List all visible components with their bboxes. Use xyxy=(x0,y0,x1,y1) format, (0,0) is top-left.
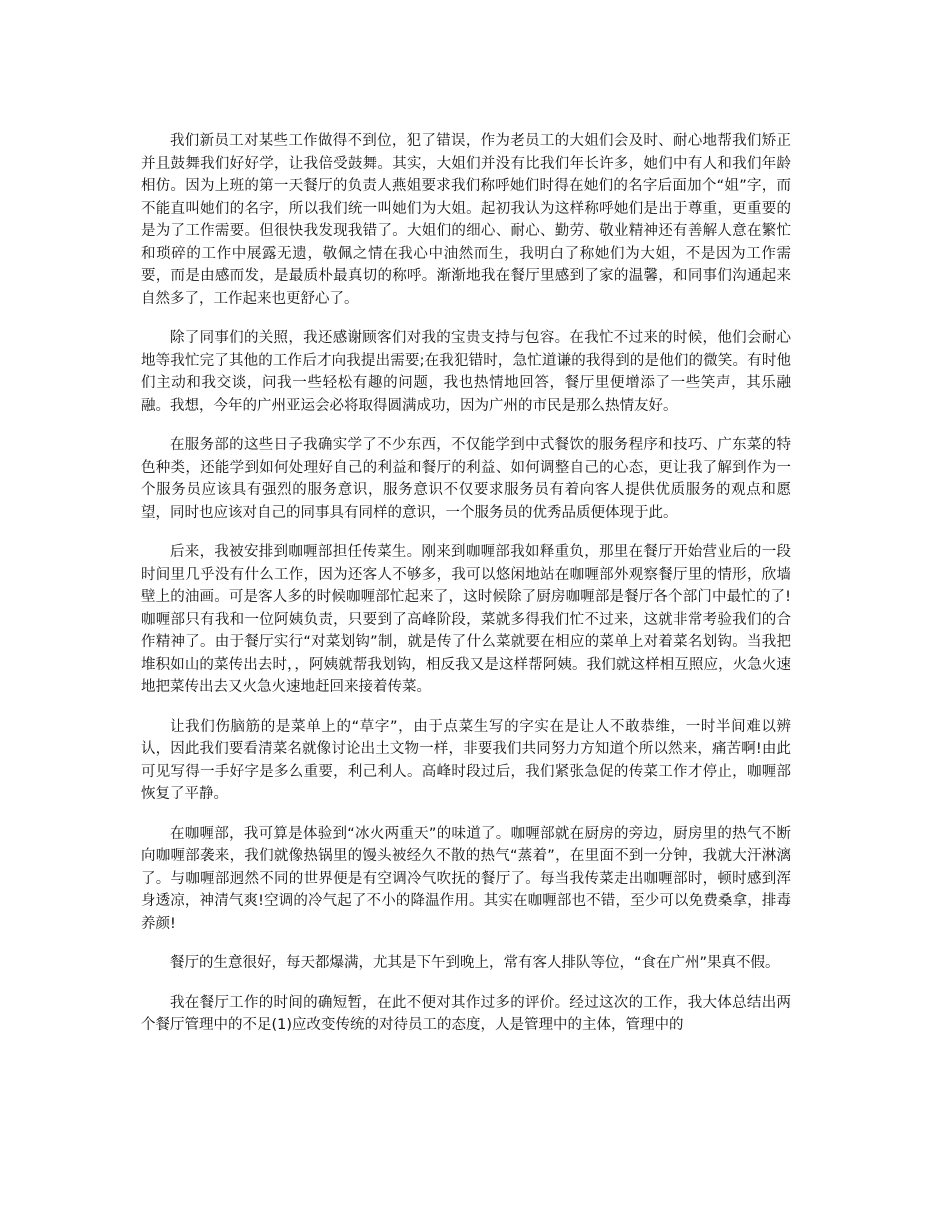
paragraph-3: 在服务部的这些日子我确实学了不少东西，不仅能学到中式餐饮的服务程序和技巧、广东菜的特色种类，还能学到如何处理好自己的利益和餐厅的利益、如何调整自己的心态，更让我了解到作为一个服务员应该具有强烈的服务意识，服务意识不仅要求服务员有着向客人提供优质服务的观点和愿望，同时也应该对自己的同事具有同样的意识，一个服务员的优秀品质便体现于此。 xyxy=(141,437,791,521)
paragraph-8: 我在餐厅工作的时间的确短暂，在此不便对其作过多的评价。经过这次的工作，我大体总结出两个餐厅管理中的不足(1)应改变传统的对待员工的态度，人是管理中的主体，管理中的 xyxy=(141,994,791,1033)
paragraph-6: 在咖喱部，我可算是体验到“冰火两重天”的味道了。咖喱部就在厨房的旁边，厨房里的热气不断向咖喱部袭来，我们就像热锅里的馒头被经久不散的热气“蒸着”，在里面不到一分钟，我就大汗淋漓了。与咖喱部迥然不同的世界便是有空调冷气吹抚的餐厅了。每当我传菜走出咖喱部时，顿时感到浑身透凉，神清气爽!空调的冷气起了不小的降温作用。其实在咖喱部也不错，至少可以免费桑拿，排毒养颜! xyxy=(141,825,791,932)
paragraph-1: 我们新员工对某些工作做得不到位，犯了错误，作为老员工的大姐们会及时、耐心地帮我们矫正并且鼓舞我们好好学，让我倍受鼓舞。其实，大姐们并没有比我们年长许多，她们中有人和我们年龄相仿。因为上班的第一天餐厅的负责人燕姐要求我们称呼她们时得在她们的名字后面加个“姐”字，而不能直叫她们的名字，所以我们统一叫她们为大姐。起初我认为这样称呼她们是出于尊重，更重要的是为了工作需要。但很快我发现我错了。大姐们的细心、耐心、勤劳、敬业精神还有善解人意在繁忙和琐碎的工作中展露无遗，敬佩之情在我心中油然而生，我明白了称她们为大姐，不是因为工作需要，而是由感而发，是最质朴最真切的称呼。渐渐地我在餐厅里感到了家的温馨，和同事们沟通起来自然多了，工作起来也更舒心了。 xyxy=(141,133,791,307)
paragraph-4: 后来，我被安排到咖喱部担任传菜生。刚来到咖喱部我如释重负，那里在餐厅开始营业后的一段时间里几乎没有什么工作，因为还客人不够多，我可以悠闲地站在咖喱部外观察餐厅里的情形，欣墙壁上的油画。可是客人多的时候咖喱部忙起来了，这时候除了厨房咖喱部是餐厅各个部门中最忙的了!咖喱部只有我和一位阿姨负责，只要到了高峰阶段，菜就多得我们忙不过来，这就非常考验我们的合作精神了。由于餐厅实行“对菜划钩”制，就是传了什么菜就要在相应的菜单上对着菜名划钩。当我把堆积如山的菜传出去时，，阿姨就帮我划钩，相反我又是这样帮阿姨。我们就这样相互照应，火急火速地把菜传出去又火急火速地赶回来接着传菜。 xyxy=(141,544,791,695)
paragraph-7: 餐厅的生意很好，每天都爆满，尤其是下午到晚上，常有客人排队等位，“食在广州”果真不假。 xyxy=(170,955,780,971)
document-body xyxy=(141,130,791,1054)
paragraph-2: 除了同事们的关照，我还感谢顾客们对我的宝贵支持与包容。在我忙不过来的时候，他们会耐心地等我忙完了其他的工作后才向我提出需要;在我犯错时，急忙道谦的我得到的是他们的微笑。有时他们主动和我交谈，问我一些轻松有趣的问题，我也热情地回答，餐厅里便增添了一些笑声，其乐融融。我想，今年的广州亚运会必将取得圆满成功，因为广州的市民是那么热情友好。 xyxy=(141,330,791,414)
paragraph-5: 让我们伤脑筋的是菜单上的“草字”，由于点菜生写的字实在是让人不敢恭维，一时半间难以辨认，因此我们要看清菜名就像讨论出土文物一样，非要我们共同努力方知道个所以然来，痛苦啊!由此可见写得一手好字是多么重要，利己利人。高峰时段过后，我们紧张急促的传菜工作才停止，咖喱部恢复了平静。 xyxy=(141,718,791,802)
